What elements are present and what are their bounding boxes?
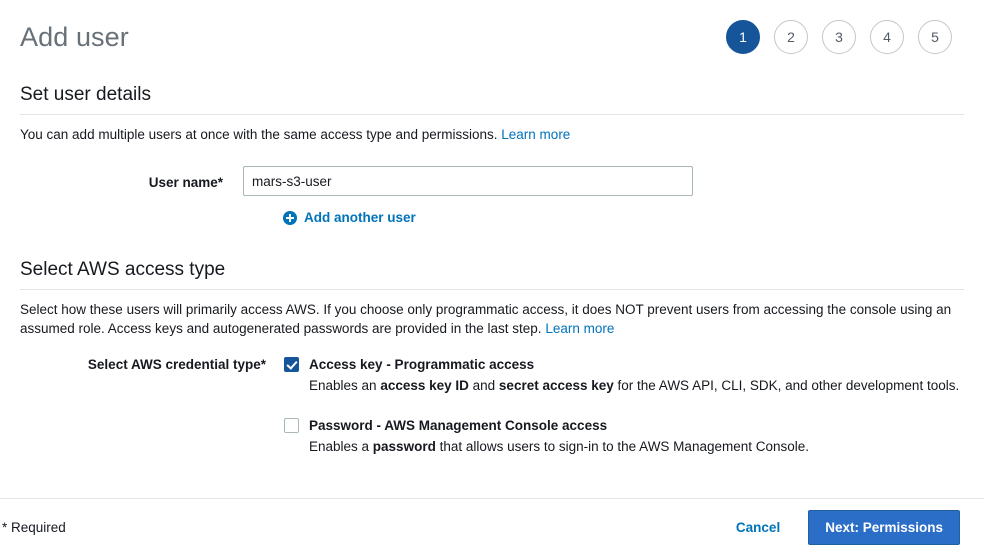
user-details-description-text: You can add multiple users at once with the same access type and permissions. [20,127,498,142]
step-1[interactable]: 1 [726,20,760,54]
option-access-key [284,356,964,395]
access-key-description [309,376,959,395]
password-checkbox[interactable] [284,418,299,433]
username-input[interactable] [243,166,693,196]
page-header [0,0,984,56]
add-another-user-label: Add another user [304,210,416,225]
password-desc-bold-1: password [372,439,436,454]
access-type-learn-more-link[interactable]: Learn more [545,321,615,336]
required-note: * Required [2,520,66,535]
credential-type-label: Select AWS credential type* [87,357,266,372]
page-title: Add user [20,21,129,52]
access-type-heading: Select AWS access type [20,259,226,280]
page-content [0,56,984,478]
user-details-description [20,125,964,144]
password-text [309,417,809,456]
step-2[interactable]: 2 [774,20,808,54]
step-indicator [726,20,960,54]
access-key-text [309,356,959,395]
add-another-user-button[interactable] [283,210,416,225]
access-type-description-line2: an assumed role. Access keys and autogenerated passwords are provided in the last step. [20,302,952,336]
access-key-desc-bold-2: secret access key [498,378,614,393]
divider-user-details [20,114,964,115]
username-row [20,166,964,196]
user-details-learn-more-link[interactable]: Learn more [501,127,571,142]
step-4[interactable]: 4 [870,20,904,54]
password-title: Password - AWS Management Console access [309,418,608,433]
access-type-description [20,300,964,338]
plus-circle-icon [283,211,297,225]
access-key-title: Access key - Programmatic access [309,357,535,372]
user-details-heading: Set user details [20,84,151,105]
access-key-desc-bold-1: access key ID [380,378,469,393]
access-key-desc-mid: and [468,378,499,393]
access-key-checkbox[interactable] [284,357,299,372]
option-password [284,417,964,456]
step-5[interactable]: 5 [918,20,952,54]
next-permissions-button[interactable]: Next: Permissions [808,510,960,545]
credential-type-row [20,356,964,478]
footer-actions [730,510,960,545]
cancel-button[interactable]: Cancel [730,519,786,536]
username-label: User name* [148,175,223,190]
access-key-desc-pre: Enables an [309,378,381,393]
password-desc-pre: Enables a [309,439,373,454]
access-key-desc-post: for the AWS API, CLI, SDK, and other development tools. [613,378,960,393]
step-3[interactable]: 3 [822,20,856,54]
divider-access-type [20,289,964,290]
access-type-description-line1: Select how these users will primarily access AWS. If you choose only programmatic access, it does NOT prevent users from accessing the console using [20,302,933,317]
credential-type-options [284,356,964,478]
page-footer [0,498,984,556]
password-desc-post: that allows users to sign-in to the AWS Management Console. [435,439,810,454]
password-description [309,437,809,456]
